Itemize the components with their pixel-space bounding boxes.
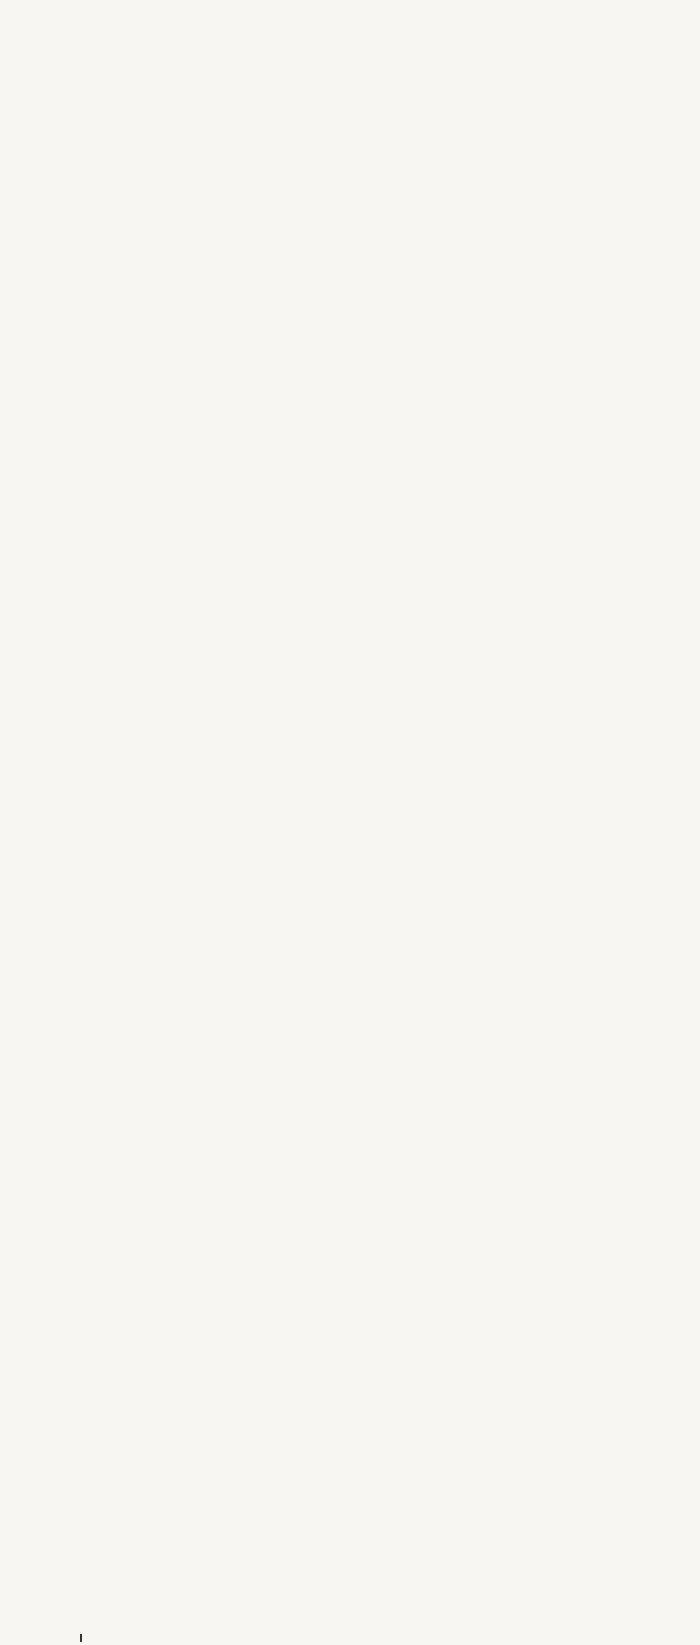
page-edge-mark (80, 1634, 82, 1642)
